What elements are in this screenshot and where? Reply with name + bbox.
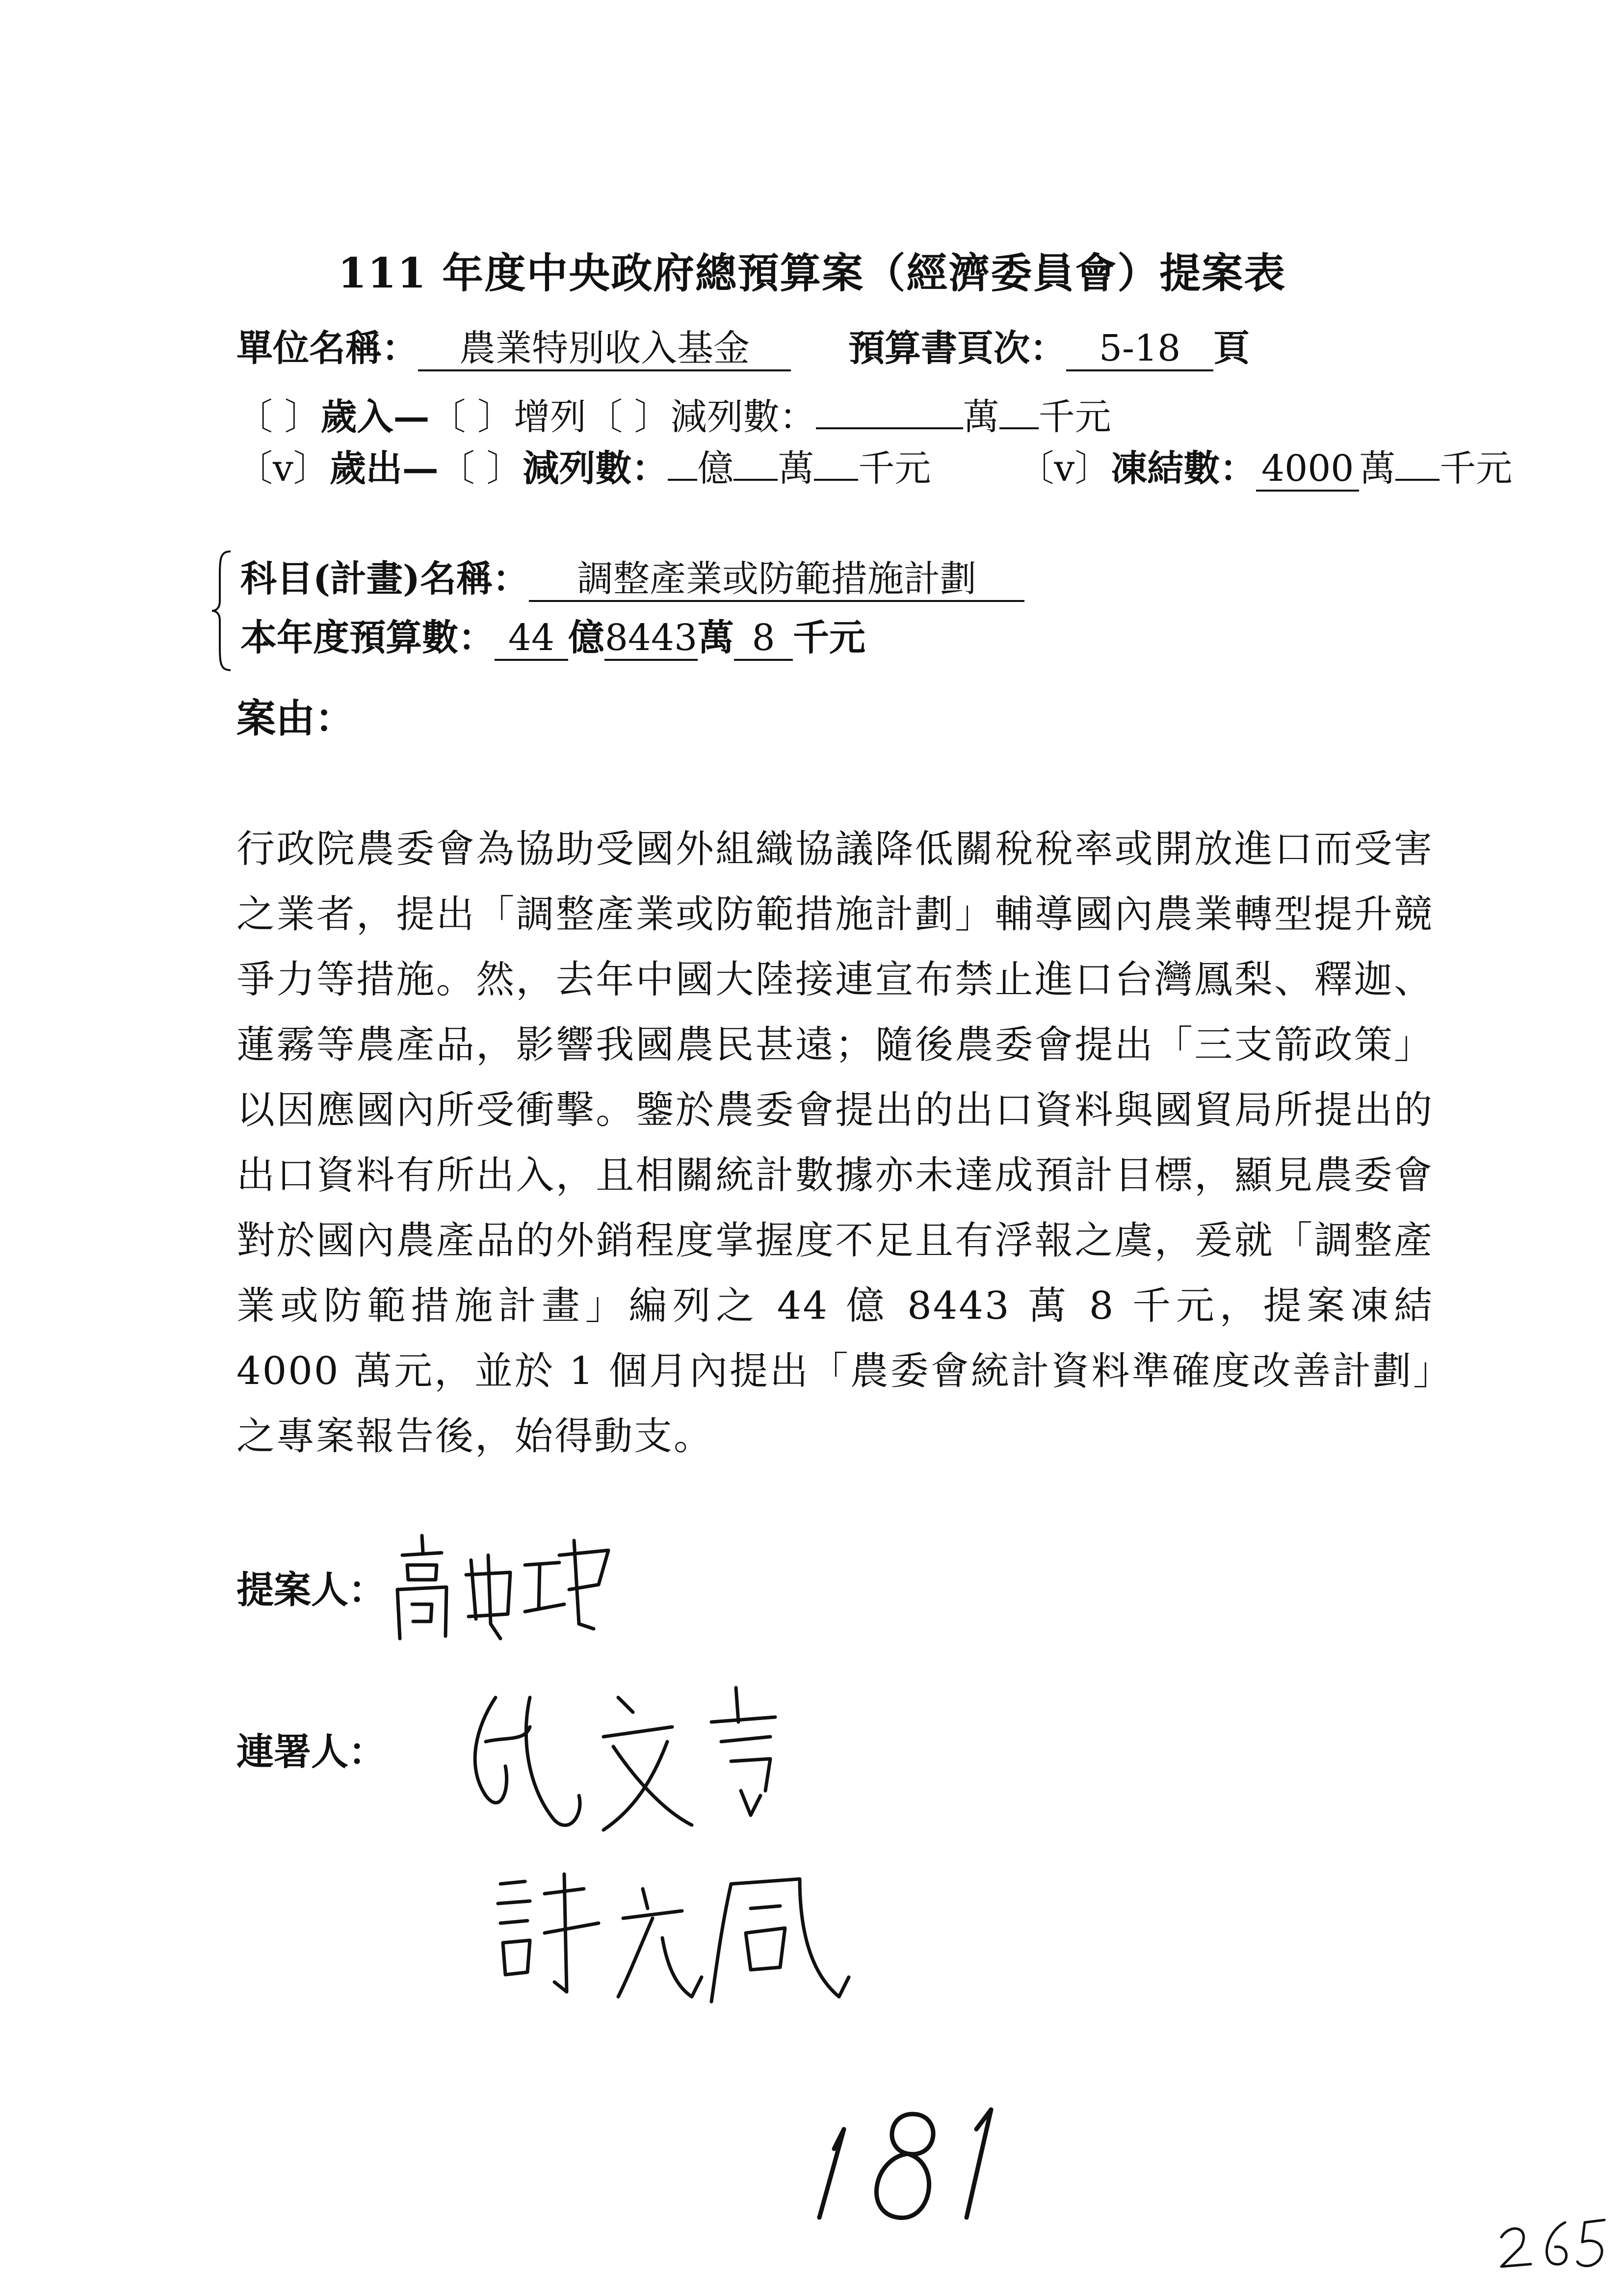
freeze-blank [1395,474,1440,481]
freeze-qian: 千元 [1440,447,1513,490]
left-brace [211,549,233,672]
revenue-wan: 萬 [963,396,999,438]
page-unit: 頁 [1213,327,1250,369]
expense-qian: 千元 [858,447,931,490]
subject-label: 科目(計畫)名稱： [240,558,529,600]
subject-value: 調整產業或防範措施計劃 [529,558,1024,602]
revenue-blank-2 [999,422,1039,429]
reason-label: 案由： [236,695,354,741]
budget-row [240,613,865,662]
revenue-box-2: 〔 〕 [429,396,514,438]
freeze-box: 〔v〕 [1018,447,1111,490]
budget-qian-value: 8 [734,617,793,661]
revenue-label: 歲入— [320,396,430,438]
proposer-label: 提案人： [236,1568,386,1612]
expense-row [236,444,1512,493]
budget-wan: 萬 [698,617,734,659]
revenue-reduce: 減列數： [670,396,816,438]
expense-blank-2 [733,474,778,481]
corner-page-number [1492,2208,1609,2276]
unit-value: 農業特別收入基金 [418,327,791,371]
freeze-label: 凍結數： [1111,447,1257,490]
budget-qian: 千元 [793,617,865,659]
page-label: 預算書頁次： [848,327,1067,369]
proposer-signature [383,1526,618,1648]
expense-wan: 萬 [778,447,814,490]
revenue-box-1: 〔 〕 [236,396,321,438]
unit-label: 單位名稱： [236,327,418,369]
handwritten-number [805,2100,1021,2227]
budget-yi-value: 44 [495,617,568,661]
subject-row [240,554,1024,603]
expense-yi: 億 [697,447,734,490]
budget-label: 本年度預算數： [240,617,495,659]
revenue-row [236,392,1111,442]
expense-reduce: 減列數： [523,447,668,490]
cosigner-label: 連署人： [236,1730,386,1774]
cosigner-signature-2 [486,1854,859,2011]
expense-blank-1 [668,474,697,481]
budget-wan-value: 8443 [604,617,698,661]
expense-box-2: 〔 〕 [438,447,523,490]
revenue-add: 增列 [514,396,587,438]
freeze-value: 4000 [1256,447,1359,492]
freeze-wan: 萬 [1359,447,1396,490]
reason-text: 行政院農委會為協助受國外組織協議降低關稅稅率或開放進口而受害之業者，提出「調整產業或防範措施計劃」輔導國內農業轉型提升競爭力等措施。然，去年中國大陸接連宣布禁止進口台灣鳳梨、釋迦、蓮霧等農產品，影響我國農民甚遠；隨後農委會提出「三支箭政策」以因應國內所受衝擊。鑒於農委會提出的出口資料與國貿局所提出的出口資料有所出入，且相關統計數據亦未達成預計目標，顯見農委會對於國內農產品的外銷程度掌握度不足且有浮報之虞，爰就「調整產業或防範措施計畫」編列之 44 億 8443 萬 8 千元，提案凍結 4000 萬元，並於 1 個月內提出「農委會統計資料準確度改善計劃」之專案報告後，始得動支。 [236,827,1434,1459]
page-value: 5-18 [1066,327,1213,371]
revenue-box-3: 〔 〕 [586,396,671,438]
revenue-qian: 千元 [1038,396,1111,438]
expense-label: 歲出— [329,447,439,490]
unit-row [236,324,1250,373]
expense-box-1: 〔v〕 [236,447,330,490]
document-title: 111 年度中央政府總預算案（經濟委員會）提案表 [338,249,1286,297]
budget-yi: 億 [568,617,604,659]
cosigner-signature-1 [456,1668,849,1845]
expense-blank-3 [814,474,858,481]
revenue-blank-1 [816,422,963,429]
